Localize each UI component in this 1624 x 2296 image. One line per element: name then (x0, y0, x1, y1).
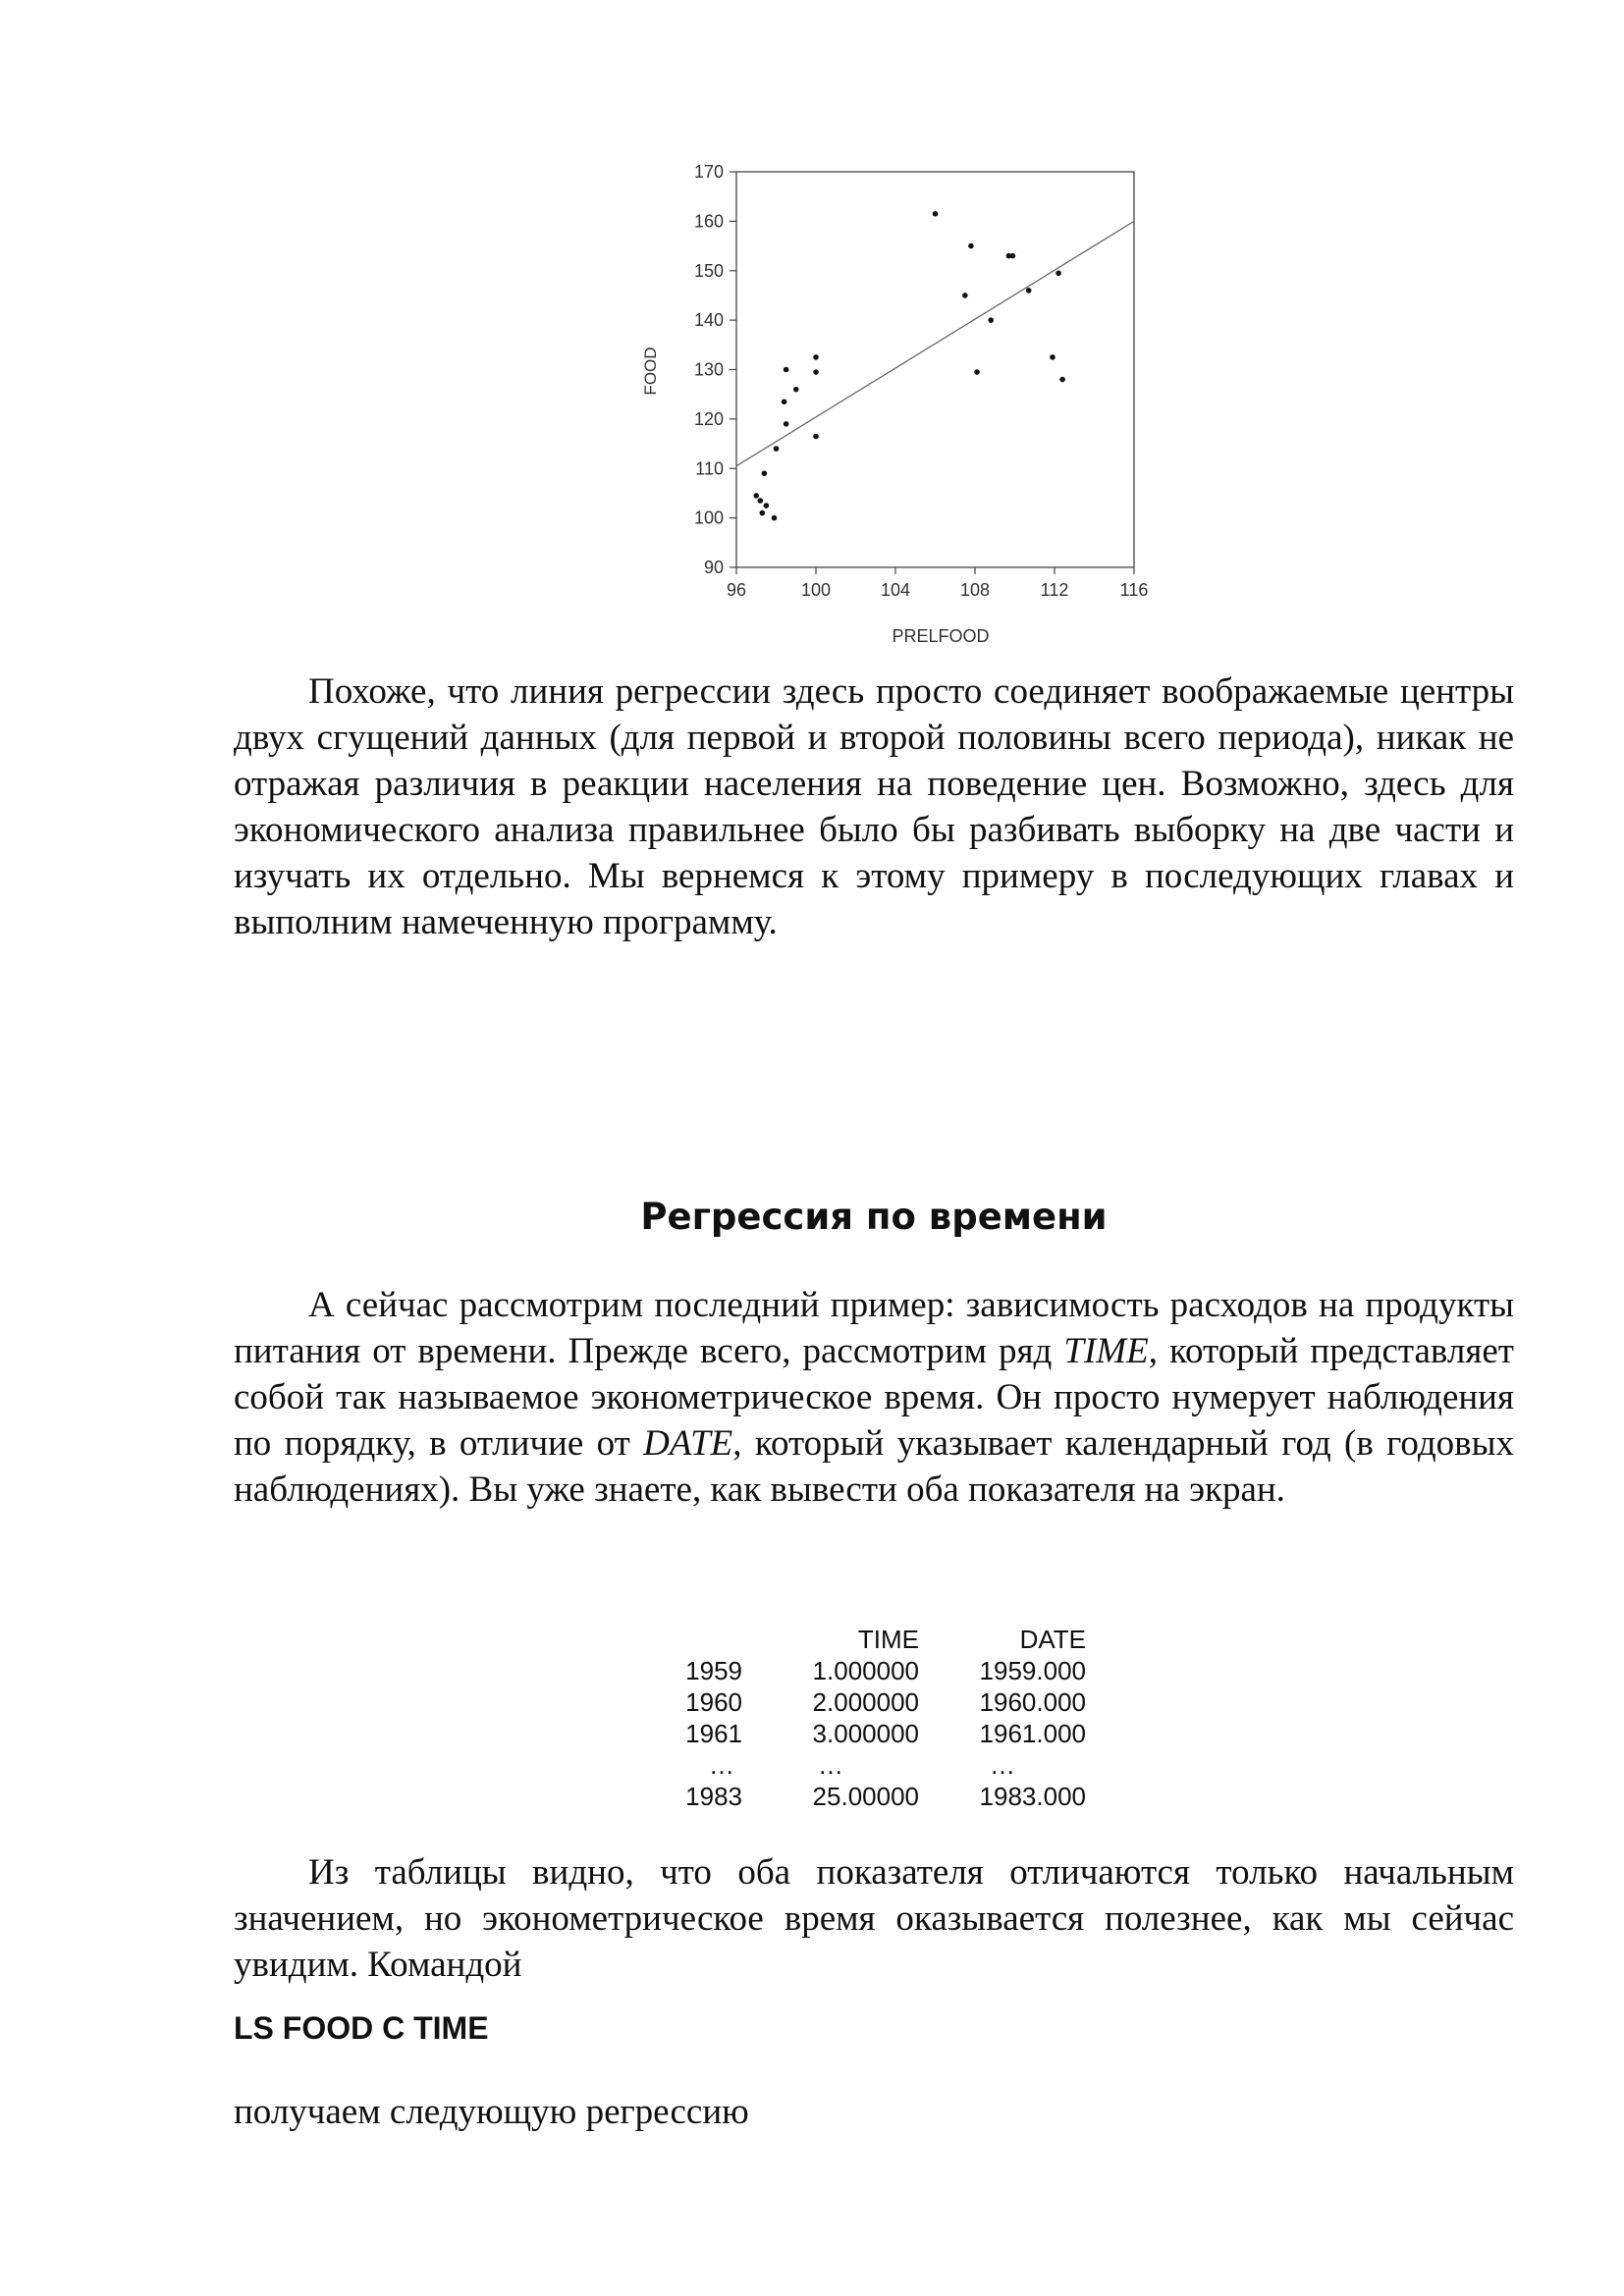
data-point (784, 367, 789, 373)
paragraph-text: , который представляет собой так называемое эконометрическое время. Он просто нумерует наблюдения по порядку, в отличие от (234, 1331, 1514, 1464)
data-point (760, 510, 766, 516)
table-cell: … (709, 1750, 734, 1780)
table-row (656, 1655, 1086, 1686)
data-point (813, 369, 819, 375)
x-tick-label: 112 (1040, 580, 1069, 600)
plot-frame (736, 172, 1134, 567)
table-cell: 25.00000 (812, 1782, 919, 1811)
paragraph-text: Похоже, что линия регрессии здесь просто соединяет воображаемые центры двух сгущений данных (для первой и второй половины всего периода), никак не отражая различия в реакции населения на поведение цен. Возможно, здесь для экономического анализа правильнее было бы разбивать выборку на две части и изучать их отдельно. Мы вернемся к этому примеру в последующих главах и выполним намеченную программу. (234, 671, 1514, 942)
data-point (933, 211, 939, 217)
table-cell: … (818, 1750, 843, 1780)
time-date-table (656, 1624, 1086, 1812)
regression-line (736, 221, 1134, 465)
data-point (1050, 354, 1056, 360)
table-header-row (656, 1624, 1086, 1655)
table-cell: 1959 (685, 1656, 742, 1685)
table-cell: 3.000000 (812, 1719, 919, 1748)
paragraph-regression-intro: получаем следующую регрессию (234, 2092, 749, 2132)
term-time: TIME (1063, 1331, 1149, 1371)
table-cell: 1961 (685, 1719, 742, 1748)
table-cell: 1961.000 (979, 1719, 1086, 1748)
data-point (753, 493, 759, 499)
table-header-cell (656, 1624, 742, 1655)
data-point (764, 503, 770, 508)
data-point (1026, 288, 1032, 294)
y-axis-label: FOOD (641, 347, 660, 396)
paragraph-interpretation (234, 668, 1514, 945)
x-tick-label: 96 (726, 580, 747, 600)
x-tick-label: 104 (880, 580, 911, 600)
data-point (758, 498, 764, 504)
x-axis-label: PRELFOOD (892, 626, 990, 646)
table-cell: 1960 (685, 1687, 742, 1717)
table-row (656, 1749, 1086, 1781)
x-tick-label: 108 (959, 580, 991, 600)
table-cell: 2.000000 (812, 1687, 919, 1717)
data-point (1059, 377, 1065, 383)
y-tick-label: 110 (695, 458, 724, 479)
y-tick-label: 120 (693, 408, 724, 429)
data-point (793, 387, 799, 393)
data-point (988, 317, 994, 323)
data-point (772, 515, 778, 521)
regression-line-segment (736, 221, 1134, 465)
y-tick-label: 130 (693, 359, 724, 380)
scatter-chart (628, 147, 1178, 658)
y-tick-label: 90 (703, 558, 724, 577)
paragraph-text: Из таблицы видно, что оба показателя отличаются только начальным значением, но эконометрическое время оказывается полезнее, как мы сейчас увидим. Командой (234, 1852, 1514, 1985)
table-header-cell: TIME (857, 1625, 919, 1654)
paragraph-comparison (234, 1849, 1514, 1988)
paragraph-time-intro (234, 1282, 1514, 1513)
y-tick-label: 150 (693, 260, 724, 281)
data-point (784, 421, 789, 427)
section-heading: Регрессия по времени (640, 1196, 1108, 1238)
y-tick-label: 140 (693, 310, 724, 331)
table-cell: 1983.000 (979, 1782, 1086, 1811)
table-row (656, 1718, 1086, 1749)
y-tick-label: 100 (693, 507, 724, 528)
data-point (1010, 253, 1016, 259)
data-point (774, 446, 780, 452)
table-cell: … (990, 1750, 1015, 1780)
table-row (656, 1686, 1086, 1718)
y-tick-label: 160 (693, 211, 724, 232)
table-cell: 1960.000 (979, 1687, 1086, 1717)
table-cell: 1959.000 (979, 1656, 1086, 1685)
table-cell: 1.000000 (812, 1656, 919, 1685)
x-tick-label: 116 (1119, 580, 1149, 600)
chart-plot-area (736, 172, 1134, 567)
data-point (962, 293, 968, 298)
command-text: LS FOOD C TIME (234, 2010, 489, 2046)
table-header-cell: DATE (1019, 1625, 1086, 1654)
data-point (974, 369, 980, 375)
term-date: DATE (643, 1423, 733, 1464)
y-tick-label: 170 (693, 162, 724, 182)
data-point (1056, 270, 1061, 276)
table-cell: 1983 (685, 1782, 742, 1811)
data-point (813, 354, 819, 360)
paragraph-text: А сейчас рассмотрим последний пример: зависимость расходов на продукты питания от времени. Прежде всего, рассмотрим ряд (234, 1285, 1514, 1371)
paragraph-text: , который указывает календарный год (в годовых наблюдениях). Вы уже знаете, как вывести оба показателя на экран. (234, 1423, 1515, 1510)
data-point (813, 434, 819, 440)
x-axis-ticks (727, 567, 1148, 600)
y-axis-ticks (694, 162, 736, 577)
table-row (656, 1781, 1086, 1812)
x-tick-label: 100 (800, 580, 832, 600)
data-point (968, 243, 974, 249)
data-point (782, 399, 787, 404)
data-points (753, 211, 1064, 520)
data-point (762, 470, 768, 476)
